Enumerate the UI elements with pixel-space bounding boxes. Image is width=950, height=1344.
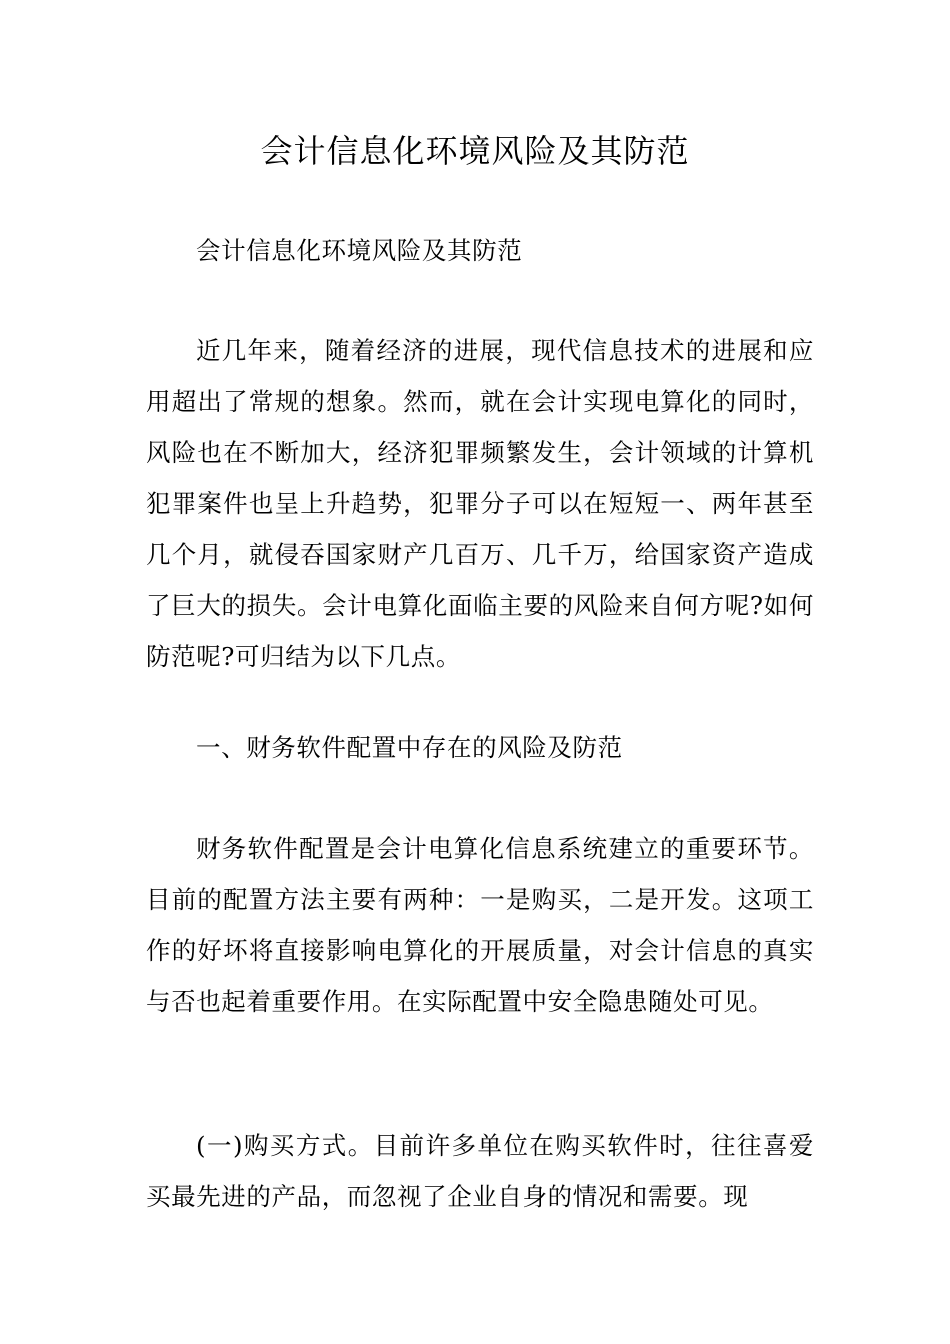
section-heading-software-configuration: 一、财务软件配置中存在的风险及防范 xyxy=(196,733,623,762)
paragraph-purchase-method: (一)购买方式。目前许多单位在购买软件时，往往喜爱买最先进的产品，而忽视了企业自身的情况和需要。现 xyxy=(146,1131,814,1211)
document-subtitle: 会计信息化环境风险及其防范 xyxy=(196,236,523,265)
document-title: 会计信息化环境风险及其防范 xyxy=(260,132,690,170)
paragraph-introduction: 近几年来，随着经济的进展，现代信息技术的进展和应用超出了常规的想象。然而，就在会计实现电算化的同时，风险也在不断加大，经济犯罪频繁发生，会计领域的计算机犯罪案件也呈上升趋势，犯罪分子可以在短短一、两年甚至几个月，就侵吞国家财产几百万、几千万，给国家资产造成了巨大的损失。会计电算化面临主要的风险来自何方呢?如何防范呢?可归结为以下几点。 xyxy=(146,336,814,671)
paragraph-software-configuration: 财务软件配置是会计电算化信息系统建立的重要环节。目前的配置方法主要有两种：一是购买，二是开发。这项工作的好坏将直接影响电算化的开展质量，对会计信息的真实与否也起着重要作用。在实际配置中安全隐患随处可见。 xyxy=(146,834,814,1016)
